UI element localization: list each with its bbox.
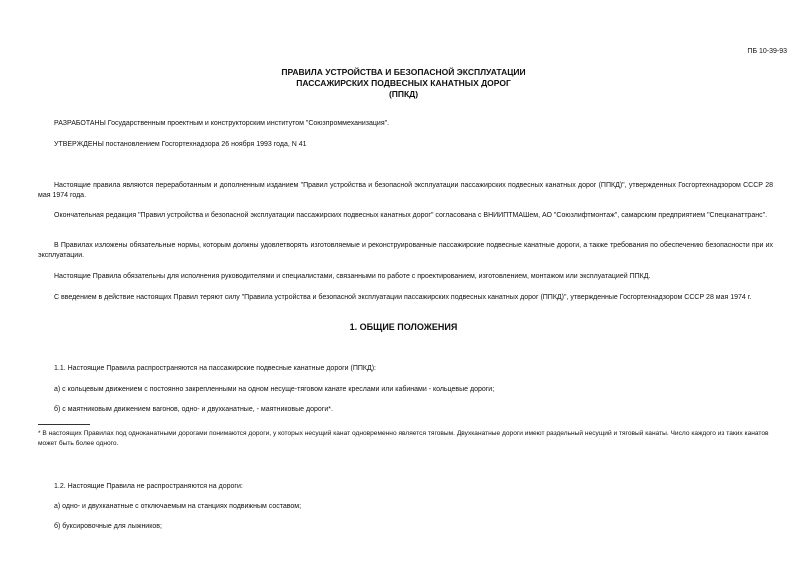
intro-paragraph: Настоящие правила являются переработанным и дополненным изданием "Правил устройства и безопасной эксплуатации пассажирских подвесных канатных дорог (ППКД)", утвержденных Госгортехнадзором СССР 28 мая 1974 года.	[38, 182, 773, 199]
document-title	[0, 67, 807, 100]
developed-label: РАЗРАБОТАНЫ	[54, 120, 106, 127]
clause-1-1-b: б) с маятниковым движением вагонов, одно- и двухканатные, - маятниковые дороги*.	[54, 406, 333, 413]
clause-1-2: 1.2. Настоящие Правила не распространяются на дороги:	[54, 483, 243, 490]
title-line-1: ПРАВИЛА УСТРОЙСТВА И БЕЗОПАСНОЙ ЭКСПЛУАТАЦИИ	[281, 67, 526, 77]
intro-paragraph: С введением в действие настоящих Правил теряют силу "Правила устройства и безопасной эксплуатации пассажирских подвесных канатных дорог (ППКД)", утвержденные Госгортехнадзором СССР 28 мая 1974 г.	[54, 294, 752, 301]
clause-1-1: 1.1. Настоящие Правила распространяются на пассажирские подвесные канатные дороги (ППКД):	[54, 365, 376, 372]
intro-paragraph: Окончательная редакция "Правил устройства и безопасной эксплуатации пассажирских подвесных канатных дорог" согласована с ВНИИПТМАШем, АО "Союзлифтмонтаж", самарским предприятием "Спецканаттранс".	[54, 212, 768, 219]
developed-by	[38, 119, 773, 129]
approved-by	[38, 140, 773, 150]
intro-paragraph: В Правилах изложены обязательные нормы, которым должны удовлетворять изготовляемые и реконструированные пассажирские подвесные канатные дороги, а также требования по обеспечению безопасности при их эксплуатации.	[38, 242, 773, 259]
clause-1-2-a: а) одно- и двухканатные с отключаемым на станциях подвижным составом;	[54, 503, 302, 510]
clause-1-1-a: а) с кольцевым движением с постоянно закрепленными на одном несуще-тяговом канате креслами или кабинами - кольцевые дороги;	[54, 386, 495, 393]
title-line-3: (ППКД)	[388, 89, 419, 99]
approved-label: УТВЕРЖДЕНЫ	[54, 141, 104, 148]
document-code: ПБ 10-39-93	[747, 48, 787, 55]
footnote: * В настоящих Правилах под одноканатными дорогами понимаются дороги, у которых несущий канат одновременно является тяговым. Двухканатные дороги имеют раздельный несущий и тяговый канаты. Число каждого из таких канатов может быть более одного.	[38, 430, 769, 447]
footnote-divider	[38, 424, 90, 425]
developed-text: Государственным проектным и конструкторским институтом "Союзпроммеханизация".	[105, 120, 390, 127]
clause-1-2-b: б) буксировочные для лыжников;	[54, 523, 162, 530]
intro-paragraph: Настоящие Правила обязательны для исполнения руководителями и специалистами, связанными по работе с проектированием, изготовлением, монтажом или эксплуатацией ППКД.	[54, 273, 651, 280]
section-heading: 1. ОБЩИЕ ПОЛОЖЕНИЯ	[349, 322, 458, 332]
approved-text: постановлением Госгортехнадзора 26 ноября 1993 года, N 41	[103, 141, 307, 148]
title-line-2: ПАССАЖИРСКИХ ПОДВЕСНЫХ КАНАТНЫХ ДОРОГ	[296, 78, 511, 88]
